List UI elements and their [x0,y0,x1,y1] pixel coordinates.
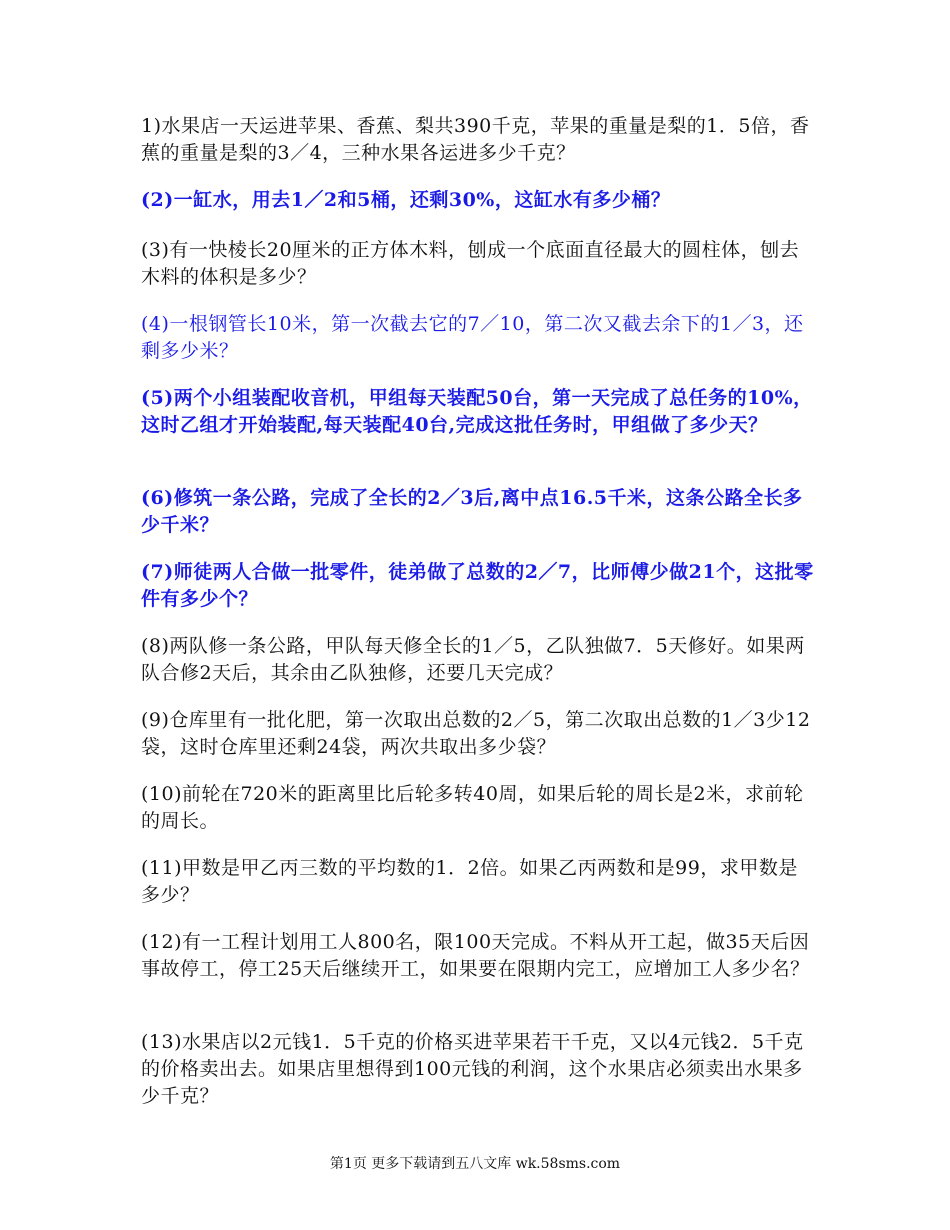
problem-4: (4)一根钢管长10米，第一次截去它的7／10，第二次又截去余下的1／3，还剩多少米？ [141,313,804,362]
problem-13: (13)水果店以2元钱1．5千克的价格买进苹果若干千克，又以4元钱2．5千克的价格卖出去。如果店里想得到100元钱的利润，这个水果店必须卖出水果多少千克？ [141,1031,804,1107]
problem-12: (12)有一工程计划用工人800名，限100天完成。不料从开工起，做35天后因事故停工，停工25天后继续开工，如果要在限期内完工，应增加工人多少名？ [141,931,810,980]
problem-7: (7)师徒两人合做一批零件，徒弟做了总数的2／7，比师傅少做21个，这批零件有多少个？ [141,561,814,610]
problem-9: (9)仓库里有一批化肥，第一次取出总数的2／5，第二次取出总数的1／3少12袋，这时仓库里还剩24袋，两次共取出多少袋？ [141,709,811,758]
page-footer: 第1页 更多下载请到五八文库 wk.58sms.com [329,1156,621,1172]
problem-8: (8)两队修一条公路，甲队每天修全长的1／5，乙队独做7．5天修好。如果两队合修2天后，其余由乙队独修，还要几天完成？ [141,635,805,684]
problem-11: (11)甲数是甲乙丙三数的平均数的1．2倍。如果乙丙两数和是99，求甲数是多少？ [141,857,798,906]
problem-6: (6)修筑一条公路，完成了全长的2／3后,离中点16.5千米，这条公路全长多少千米？ [141,487,803,536]
problem-10: (10)前轮在720米的距离里比后轮多转40周，如果后轮的周长是2米，求前轮的周长。 [141,783,804,832]
problem-5: (5)两个小组装配收音机，甲组每天装配50台，第一天完成了总任务的10%，这时乙组才开始装配,每天装配40台,完成这批任务时，甲组做了多少天？ [141,387,813,436]
problem-3: (3)有一快棱长20厘米的正方体木料，刨成一个底面直径最大的圆柱体，刨去木料的体积是多少？ [141,239,800,288]
problem-1: 1)水果店一天运进苹果、香蕉、梨共390千克，苹果的重量是梨的1．5倍，香蕉的重量是梨的3／4，三种水果各运进多少千克？ [141,115,810,164]
problem-2: (2)一缸水，用去1／2和5桶，还剩30%，这缸水有多少桶？ [141,189,671,211]
